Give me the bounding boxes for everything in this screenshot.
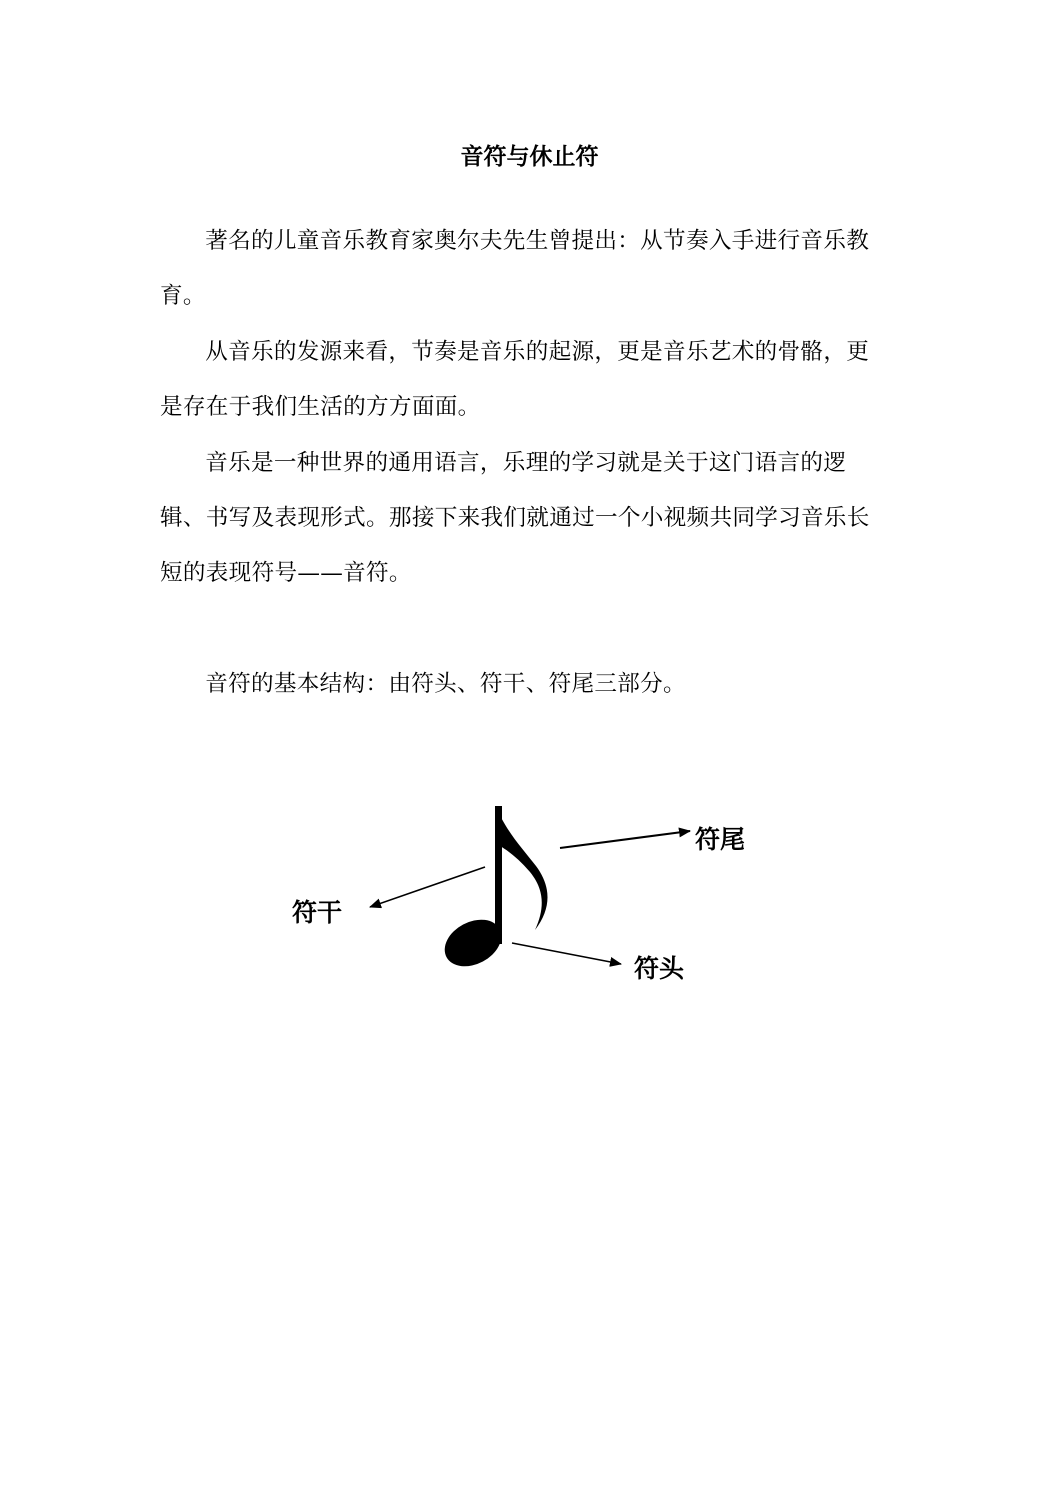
flag-arrow xyxy=(560,831,690,848)
head-label: 符头 xyxy=(634,954,685,983)
stem-arrow xyxy=(370,867,485,907)
page-title: 音符与休止符 xyxy=(460,143,599,170)
flag-label: 符尾 xyxy=(695,825,746,854)
head-arrow xyxy=(512,943,621,964)
paragraph-4: 音符的基本结构：由符头、符干、符尾三部分。 xyxy=(205,671,686,697)
stem-label: 符干 xyxy=(292,898,343,927)
paragraph-1: 著名的儿童音乐教育家奥尔夫先生曾提出：从节奏入手进行音乐教育。 xyxy=(160,228,870,309)
paragraph-2: 从音乐的发源来看，节奏是音乐的起源，更是音乐艺术的骨骼，更是存在于我们生活的方方面面。 xyxy=(160,339,870,420)
paragraph-3: 音乐是一种世界的通用语言，乐理的学习就是关于这门语言的逻辑、书写及表现形式。那接下来我们就通过一个小视频共同学习音乐长短的表现符号——音符。 xyxy=(160,450,870,586)
eighth-note-icon xyxy=(437,806,548,976)
